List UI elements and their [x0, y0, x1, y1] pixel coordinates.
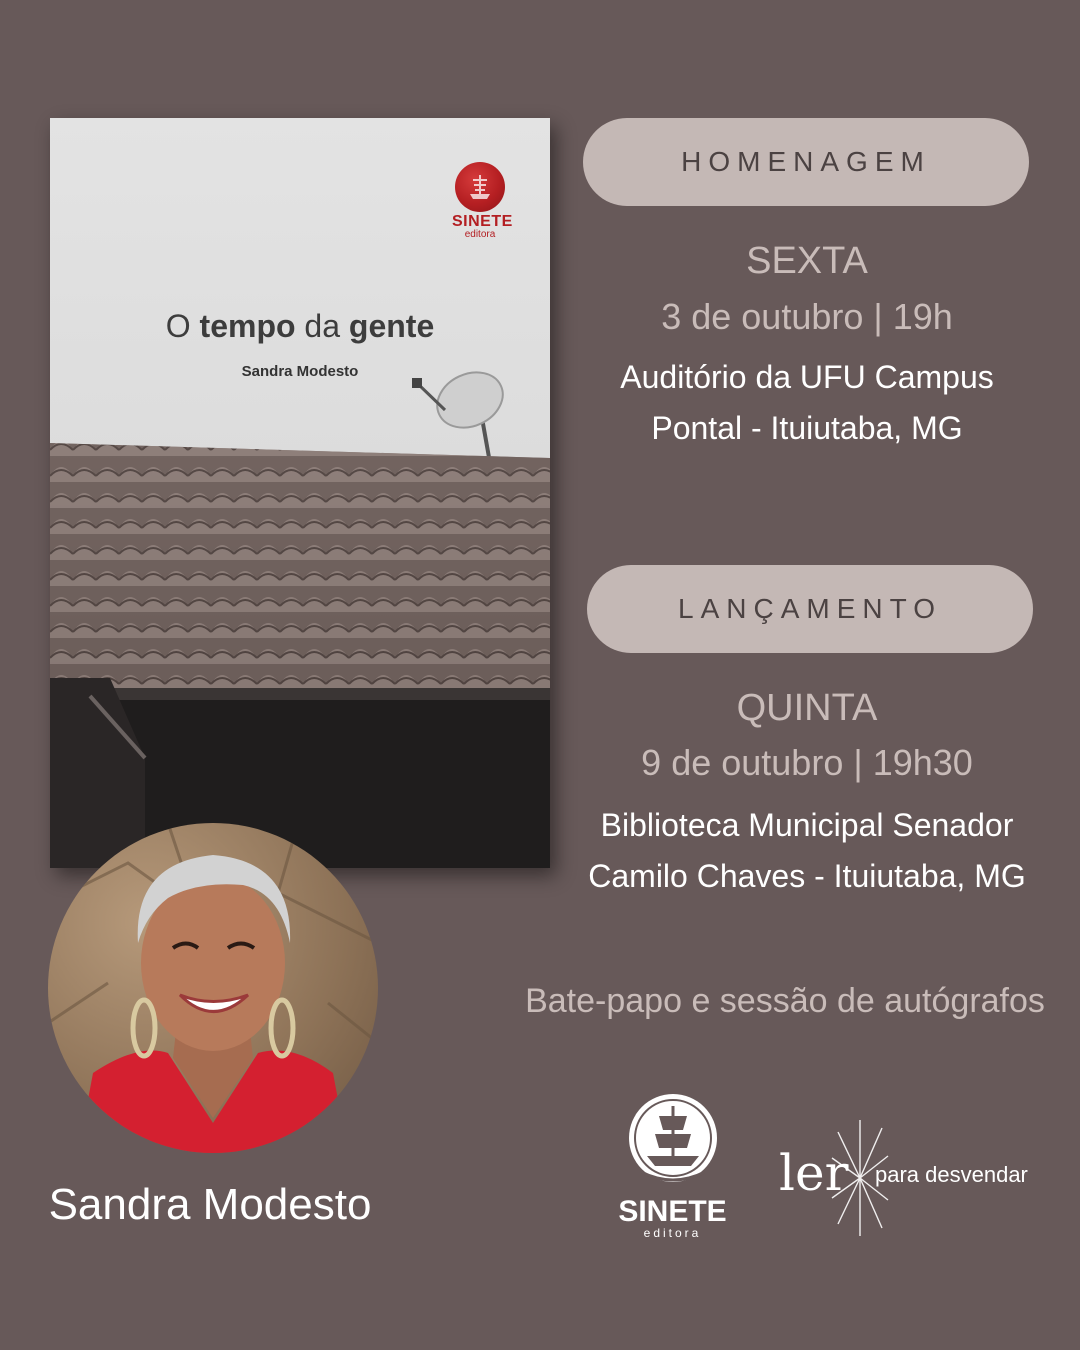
- cover-publisher-name: SINETE: [452, 213, 513, 230]
- sinete-name: SINETE: [618, 1195, 727, 1228]
- seal-icon: [455, 162, 505, 212]
- book-title-part: O: [165, 308, 200, 344]
- event-venue: [557, 800, 1057, 902]
- book-title-part: tempo: [199, 308, 296, 344]
- event-label-lancamento: LANÇAMENTO: [587, 565, 1033, 653]
- sinete-logo: [615, 1090, 730, 1239]
- cover-publisher-logo: [452, 162, 513, 240]
- ler-tagline: para desvendar: [875, 1162, 1028, 1187]
- event-venue-line: Camilo Chaves - Ituiutaba, MG: [588, 858, 1026, 894]
- event-venue-line: Biblioteca Municipal Senador: [600, 807, 1014, 843]
- book-title: [50, 308, 550, 345]
- event-day: QUINTA: [736, 687, 878, 729]
- author-photo: [48, 823, 378, 1153]
- event-venue: [557, 352, 1057, 454]
- author-name: Sandra Modesto: [48, 1180, 372, 1229]
- event-date: 9 de outubro | 19h30: [641, 742, 973, 783]
- event-day: SEXTA: [746, 240, 868, 282]
- event-date: 3 de outubro | 19h: [661, 296, 953, 337]
- book-author: Sandra Modesto: [241, 363, 359, 380]
- cover-publisher-sub: editora: [464, 229, 496, 240]
- sinete-sub: editora: [643, 1226, 702, 1240]
- sinete-seal-icon: [625, 1090, 721, 1190]
- event-venue-line: Auditório da UFU Campus: [620, 359, 994, 395]
- event-tagline: Bate-papo e sessão de autógrafos: [525, 982, 1045, 1020]
- book-title-part: gente: [348, 308, 435, 344]
- event-label-homenagem: HOMENAGEM: [583, 118, 1029, 206]
- ler-para-desvendar-logo: [775, 1118, 1045, 1238]
- book-title-part: da: [295, 308, 349, 344]
- event-venue-line: Pontal - Ituiutaba, MG: [651, 410, 963, 446]
- book-cover: [50, 118, 550, 868]
- ler-word: ler: [779, 1144, 849, 1202]
